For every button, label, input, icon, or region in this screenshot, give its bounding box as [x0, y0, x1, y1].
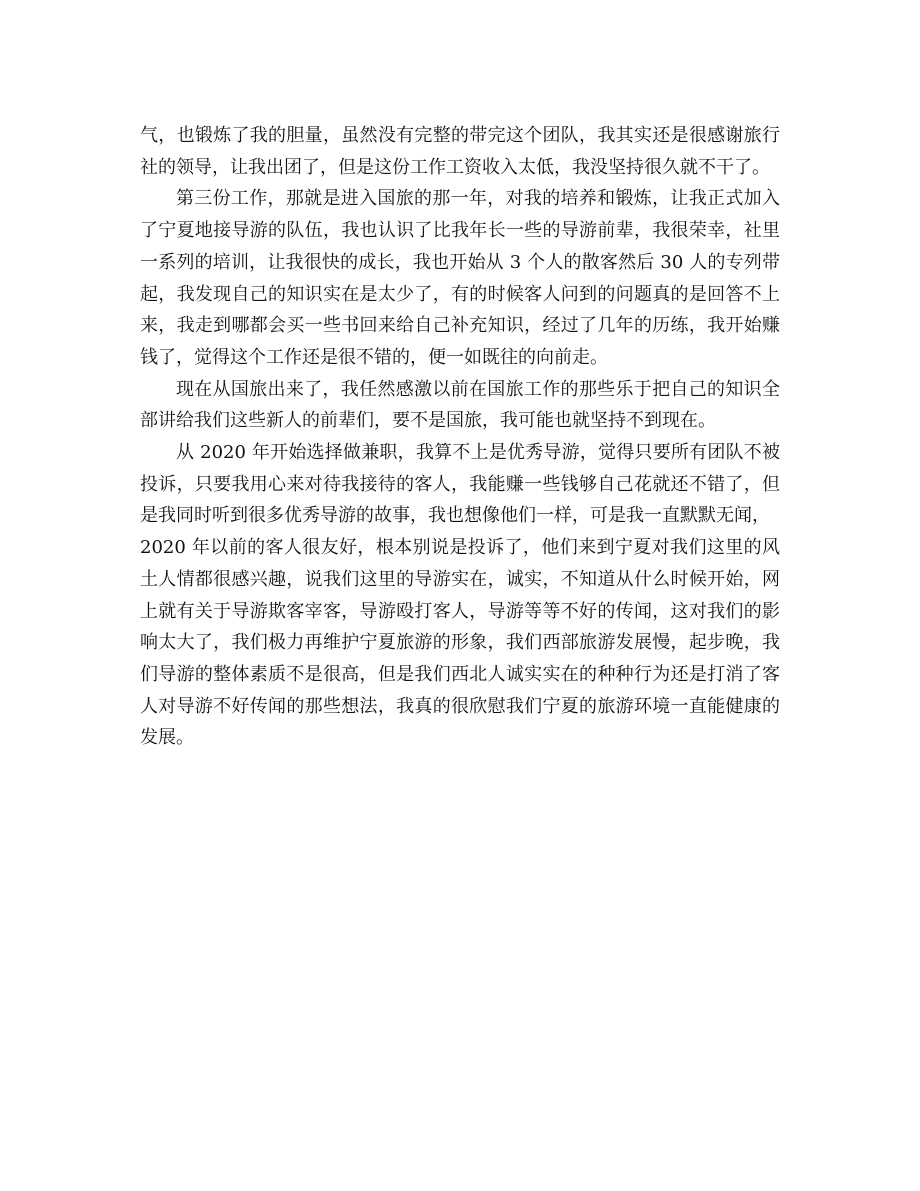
paragraph-1: 气，也锻炼了我的胆量，虽然没有完整的带完这个团队，我其实还是很感谢旅行社的领导，让我出团了，但是这份工作工资收入太低，我没坚持很久就不干了。: [140, 125, 780, 178]
paragraph-4: 从 2020 年开始选择做兼职，我算不上是优秀导游，觉得只要所有团队不被投诉，只要我用心来对待我接待的客人，我能赚一些钱够自己花就还不错了，但是我同时听到很多优秀导游的故事，我也想像他们一样，可是我一直默默无闻，: [140, 442, 780, 527]
body-text: [140, 120, 780, 754]
paragraph-2: 第三份工作，那就是进入国旅的那一年，对我的培养和锻炼，让我正式加入了宁夏地接导游的队伍，我也认识了比我年长一些的导游前辈，我很荣幸，社里一系列的培训，让我很快的成长，我也开始从 3 个人的散客然后 30 人的专列带起，我发现自己的知识实在是太少了，有的时候客人问到的问题真的是回答不上来，我走到哪都会买一些书回来给自己补充知识，经过了几年的历练，我开始赚钱了，觉得这个工作还是很不错的，便一如既往的向前走。: [140, 188, 780, 368]
paragraph-5: 2020 年以前的客人很友好，根本别说是投诉了，他们来到宁夏对我们这里的风土人情都很感兴趣，说我们这里的导游实在，诚实，不知道从什么时候开始，网上就有关于导游欺客宰客，导游殴打客人，导游等等不好的传闻，这对我们的影响太大了，我们极力再维护宁夏旅游的形象，我们西部旅游发展慢，起步晚，我们导游的整体素质不是很高，但是我们西北人诚实实在的种种行为还是打消了客人对导游不好传闻的那些想法，我真的很欣慰我们宁夏的旅游环境一直能健康的发展。: [140, 537, 780, 749]
paragraph-3: 现在从国旅出来了，我任然感激以前在国旅工作的那些乐于把自己的知识全部讲给我们这些新人的前辈们，要不是国旅，我可能也就坚持不到现在。: [140, 378, 780, 432]
